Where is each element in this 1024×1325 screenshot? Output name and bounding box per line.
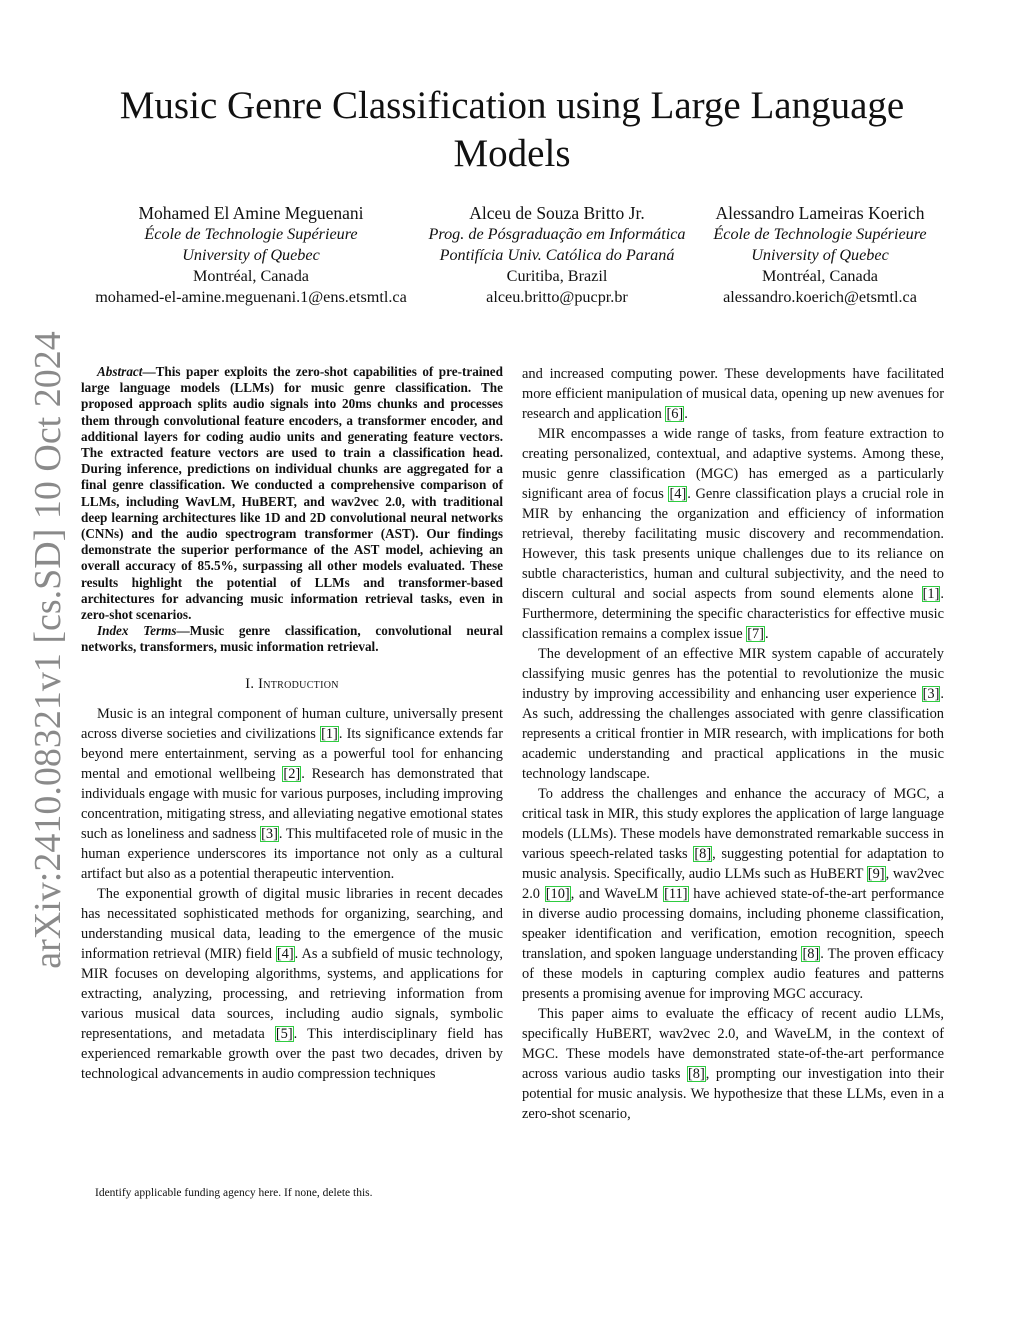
text-run: . Research has demonstrated that individuals engage with music for various purposes, including improving concentration, mitigating stress, and alleviating negative emotional states such as loneliness and sadness [81, 765, 504, 842]
text-run: . This multifaceted role of music in the human experience underscores its importance not only as a cultural artifact but also as a potential therapeutic intervention. [81, 825, 503, 882]
intro-paragraph-5 [522, 644, 944, 784]
text-run: This paper aims to evaluate the efficacy of recent audio LLMs, specifically HuBERT, wav2vec 2.0, and WaveLM, in the context of MGC. These models have demonstrated state-of-the-art performance across various audio tasks [522, 1006, 944, 1082]
author-location: Montréal, Canada [762, 267, 878, 285]
citation-link[interactable]: [8] [687, 1066, 705, 1082]
citation-link[interactable]: [4] [669, 486, 687, 502]
author-location: Curitiba, Brazil [506, 267, 608, 285]
author-affiliation: Pontifícia Univ. Católica do Paraná [439, 246, 675, 264]
citation-link[interactable]: [9] [867, 866, 885, 882]
text-run: . [684, 406, 688, 422]
section-heading-introduction [81, 674, 503, 694]
citation-link[interactable]: [3] [922, 686, 940, 702]
text-run: . As a subfield of music technology, MIR focuses on developing algorithms, systems, and applications for extracting, analyzing, processing, and retrieving information from various musical data sources, including audio signals, symbolic representations, and metadata [81, 945, 503, 1042]
author-block-3 [695, 202, 945, 308]
author-affiliation: École de Technologie Supérieure [713, 225, 927, 243]
author-name: Alceu de Souza Britto Jr. [469, 203, 645, 223]
citation-link[interactable]: [1] [922, 586, 940, 602]
footnote: Identify applicable funding agency here. If none, delete this. [95, 1187, 373, 1199]
text-run: . Furthermore, determining the specific characteristics for effective music classification remains a complex issue [522, 586, 944, 642]
text-run: To address the challenges and enhance the accuracy of MGC, a critical task in MIR, this study explores the application of large language models (LLMs). These models have demonstrated remarkable success in various speech-related tasks [522, 786, 944, 862]
text-run: , prompting our investigation into their potential for music analysis. We hypothesize that these LLMs, even in a zero-shot scenario, [522, 1066, 944, 1122]
intro-paragraph-1 [81, 704, 503, 884]
author-affiliation: École de Technologie Supérieure [144, 225, 358, 243]
citation-link[interactable]: [1] [321, 725, 338, 742]
author-name: Alessandro Lameiras Koerich [715, 203, 925, 223]
text-run: Music is an integral component of human culture, universally present across diverse societies and civilizations [81, 705, 503, 742]
author-affiliation: Prog. de Pósgraduação em Informática [428, 225, 686, 243]
citation-link[interactable]: [8] [694, 846, 712, 862]
intro-paragraph-2 [81, 884, 503, 1084]
section-title: Introduction [258, 675, 339, 692]
citation-link[interactable]: [6] [666, 406, 684, 422]
author-email: alessandro.koerich@etsmtl.ca [723, 288, 917, 306]
left-column [81, 364, 503, 1084]
text-run: , and WaveLM [570, 886, 664, 902]
citation-link[interactable]: [8] [802, 946, 820, 962]
text-run: , suggesting potential for adaptation to music analysis. Specifically, audio LLMs such as HuBERT [522, 846, 944, 882]
text-run: . As such, addressing the challenges associated with genre classification represents a critical frontier in MIR research, with implications for both academic understanding and practical applications in the music technology landscape. [522, 686, 944, 782]
citation-link[interactable]: [11] [664, 886, 688, 902]
index-terms-label: Index Terms [97, 623, 177, 639]
text-run: The development of an effective MIR system capable of accurately classifying music genres has the potential to revolutionize the music industry by improving accessibility and enhancing user experience [522, 646, 944, 702]
text-run: MIR encompasses a wide range of tasks, from feature extraction to creating personalized, contextual, and adaptive systems. Among these, music genre classification (MGC) has emerged as a particularly significant area of focus [522, 426, 944, 502]
intro-paragraph-4 [522, 424, 944, 644]
citation-link[interactable]: [3] [261, 825, 278, 842]
paper-title: Music Genre Classification using Large Language Models [119, 84, 905, 175]
citation-link[interactable]: [7] [747, 626, 764, 642]
citation-link[interactable]: [10] [545, 886, 570, 902]
text-run: . This interdisciplinary field has experienced remarkable growth over the past two decades, driven by technological advancements in audio compression techniques [81, 1025, 503, 1082]
abstract-label: Abstract [97, 364, 143, 379]
intro-paragraph-3 [522, 364, 944, 424]
author-name: Mohamed El Amine Meguenani [138, 203, 364, 223]
arxiv-identifier: arXiv:2410.08321v1 [cs.SD] 10 Oct 2024 [27, 331, 69, 969]
text-run: . The proven efficacy of these models in capturing complex audio features and patterns presents a promising avenue for improving MGC accuracy. [522, 946, 944, 1002]
text-run: have achieved state-of-the-art performance in diverse audio processing domains, including phoneme classification, speaker identification and verification, emotion recognition, speech translation, and spoken language understanding [522, 886, 944, 962]
intro-paragraph-7 [522, 1004, 944, 1124]
author-affiliation: University of Quebec [751, 246, 889, 264]
citation-link[interactable]: [4] [276, 945, 294, 962]
text-run: , wav2vec 2.0 [522, 866, 945, 902]
author-affiliation: University of Quebec [182, 246, 320, 264]
citation-link[interactable]: [2] [283, 765, 301, 782]
citation-link[interactable]: [5] [275, 1025, 293, 1042]
author-email: alceu.britto@pucpr.br [486, 288, 628, 306]
text-run: and increased computing power. These developments have facilitated more efficient manipulation of musical data, opening up new avenues for research and application [522, 366, 944, 422]
author-block-1 [86, 202, 416, 308]
abstract [81, 364, 503, 623]
intro-paragraph-6 [522, 784, 944, 1004]
text-run: The exponential growth of digital music libraries in recent decades has necessitated sophisticated methods for organizing, searching, and understanding musical data, leading to the emergence of the music information retrieval (MIR) field [81, 885, 503, 962]
abstract-text: —This paper exploits the zero-shot capabilities of pre-trained large language models (LLMs) for music genre classification. The proposed approach splits audio signals into 20ms chunks and processes them through convolutional feature encoders, a transformer encoder, and additional layers for coding audio units and generating feature vectors. The extracted feature vectors are used to train a classification head. During inference, predictions on individual chunks are aggregated for a final genre classification. We conducted a comprehensive comparison of LLMs, including WavLM, HuBERT, and wav2vec 2.0, with traditional deep learning architectures like 1D and 2D convolutional neural networks (CNNs) and the audio spectrogram transformer (AST). Our findings demonstrate the superior performance of the AST model, achieving an overall accuracy of 85.5%, surpassing all other models evaluated. These results highlight the potential of LLMs and transformer-based architectures for advancing music information retrieval tasks, even in zero-shot scenarios. [81, 364, 503, 623]
author-email: mohamed-el-amine.meguenani.1@ens.etsmtl.ca [95, 288, 407, 306]
text-run: . Its significance extends far beyond mere entertainment, serving as a powerful tool for enhancing mental and emotional wellbeing [81, 725, 503, 782]
author-location: Montréal, Canada [193, 267, 309, 285]
text-run: . [764, 626, 769, 642]
author-block-2 [412, 202, 702, 308]
section-number: I. [245, 675, 259, 692]
index-terms [81, 623, 503, 655]
text-run: . Genre classification plays a crucial role in MIR by enhancing the organization and efficiency of information retrieval, thereby facilitating music discovery and recommendation. However, this task presents unique challenges due to its reliance on subtle characteristics, human and cultural subjectivity, and the need to discern cultural and social aspects from sound elements alone [522, 486, 944, 602]
index-terms-text: —Music genre classification, convolutional neural networks, transformers, music information retrieval. [81, 623, 504, 655]
right-column [522, 364, 944, 1124]
